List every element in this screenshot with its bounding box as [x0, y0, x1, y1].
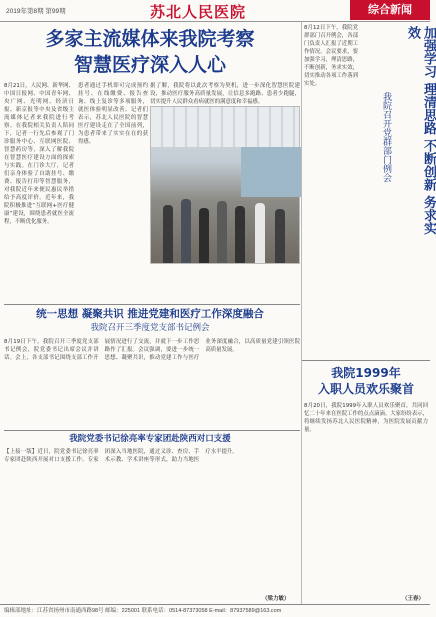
second-headline: 统一思想 凝聚共识 推进党建和医疗工作深度融合	[36, 308, 264, 320]
lead-photo	[150, 106, 300, 264]
footer: 编辑部地址：江苏省扬州市南通西路98号 邮编：225001 联系电话：0514-87373058 E-mail：87937589@163.com	[0, 604, 430, 617]
welcome-byline: （王春）	[402, 596, 425, 602]
right-body-top: 8月12日下午，我院党群部门召开例会，各部门负责人汇报了近期工作情况。会议要求，要加强学习，理清思路，不断创新，务求实效，切实推动各项工作落到实处。	[304, 25, 358, 87]
right-vertical-subtitle: 我院召开党群部门例会	[381, 92, 391, 182]
lead-headline	[0, 26, 300, 78]
photo-person	[199, 208, 209, 263]
section-label: 综合新闻	[350, 0, 430, 20]
photo-person	[181, 199, 191, 263]
photo-person	[275, 209, 285, 263]
welcome-title-2: 入职人员欢乐聚首	[317, 382, 414, 396]
second-body: 8月19日下午，我院召开三季度党支部书记例会，院党委书记出席会议并讲话。会上，各支部书记围绕支部工作开展情况进行了交流，并就下一步工作思路作了汇报。会议强调，要进一步统一思想、凝聚共识，推动党建工作与医疗业务深度融合，以高质量党建引领医院高质量发展。	[4, 339, 300, 361]
divider	[302, 360, 430, 361]
photo-screen	[241, 147, 301, 197]
right-vertical-title: 加强学习 理清思路 不断创新 务求实效	[405, 26, 436, 235]
photo-person	[163, 205, 173, 263]
masthead	[0, 0, 430, 22]
lead-headline-line1: 多家主流媒体来我院考察	[45, 28, 255, 50]
lead-body-col2: 患者通过手机即可完成预约挂号、在线缴费、报告查询、线上复诊等多项服务，就医体验明显改善。记者们表示，苏北人民医院的智慧医疗建设走在了全国前列，为患者带来了实实在在的获得感。	[78, 83, 148, 145]
photo-person	[235, 206, 245, 263]
third-body: 【上接一版】近日，院党委书记徐亮率专家团赴陕西开展对口支援工作。专家团深入当地医院，通过义诊、查房、手术示教、学术讲座等形式，助力当地医疗水平提升。	[4, 449, 238, 463]
photo-person	[217, 201, 227, 263]
lead-headline-line2: 智慧医疗深入人心	[73, 54, 226, 76]
column-divider	[301, 22, 302, 604]
third-headline: 我院党委书记徐亮率专家团赴陕西对口支援	[69, 434, 231, 444]
lead-body-col3: 据了解，我院将以此次考察为契机，进一步深化智慧医院建设，推动医疗服务高质量发展，让信息多跑路、患者少跑腿，切实提升人民群众看病就医的满意度和幸福感。	[150, 83, 300, 105]
welcome-title-1: 我院1999年	[331, 366, 401, 380]
photo-ceiling	[151, 107, 299, 147]
issue-info: 2019年第8期 第99期	[6, 8, 66, 15]
right-column	[302, 22, 436, 617]
divider	[4, 304, 300, 305]
lead-body-col1: 8月21日，人民网、新华网、中国日报网、中国青年网、央广网、光明网、经济日报、新京报等中央及省级主流媒体记者来我院进行考察。在我院相关负责人陪同下，记者一行先后参观了门诊服务中心、互联网医院、智慧药房等，深入了解我院在智慧医疗建设方面的探索与实践。在门诊大厅，记者们亲身体验了自助挂号、缴费、报告打印等智慧服务，对我院近年来便民惠民举措给予高度评价。近年来，我院积极推进“互联网+医疗健康”建设，围绕患者就医全流程，不断优化服务。	[4, 83, 74, 225]
third-byline: （梁力敏）	[262, 596, 290, 602]
paper-name: 苏北人民医院	[150, 3, 247, 21]
welcome-body: 8月20日，我院1999年入职人员欢乐聚首，共同回忆二十年来在医院工作的点点滴滴。大家纷纷表示，将继续发扬苏北人民医院精神，为医院发展贡献力量。	[304, 403, 428, 433]
divider	[4, 430, 300, 431]
photo-person	[255, 203, 265, 263]
second-subheadline: 我院召开三季度党支部书记例会	[90, 323, 210, 333]
